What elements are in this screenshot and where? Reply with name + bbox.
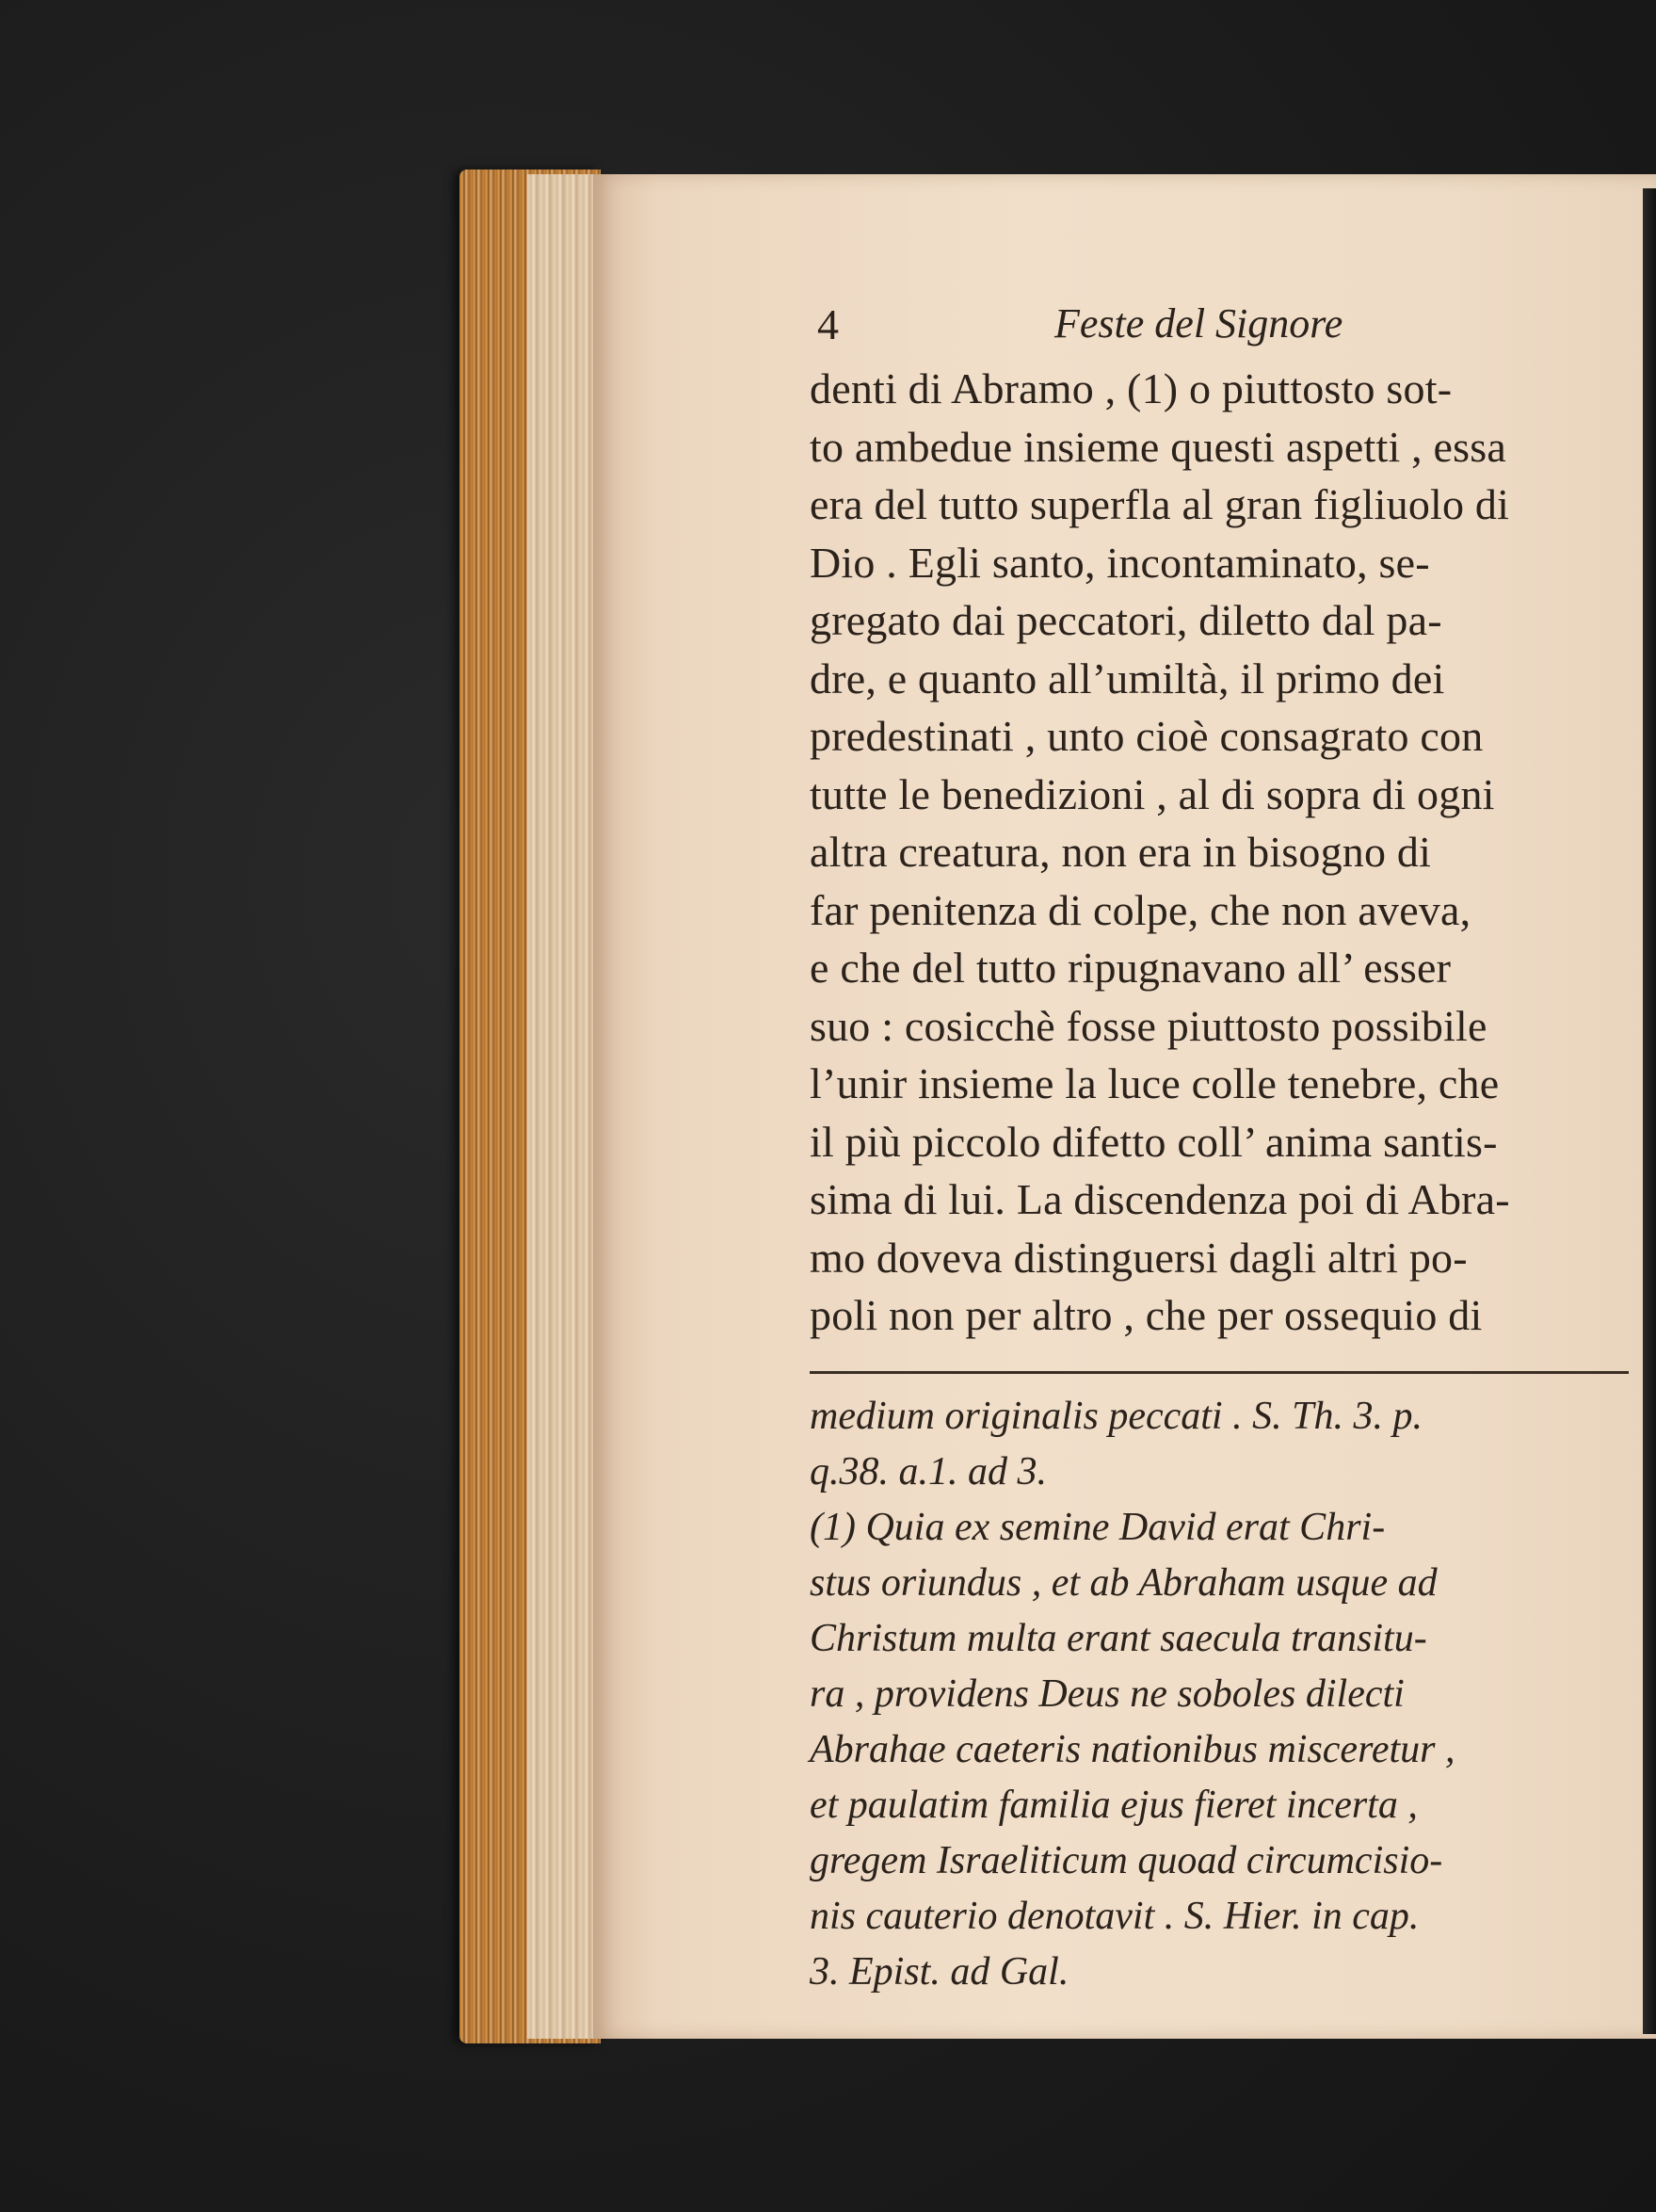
running-title: Feste del Signore <box>1054 300 1343 347</box>
running-head <box>810 299 1619 356</box>
footnote-line: stus oriundus , et ab Abraham usque ad <box>810 1560 1438 1605</box>
body-line: denti di Abramo , (1) o piuttosto sot- <box>810 364 1453 412</box>
body-line: poli non per altro , che per ossequio di <box>810 1291 1483 1339</box>
footnote-line: Christum multa erant saecula transitu- <box>810 1616 1427 1660</box>
footnote-line: 3. Epist. ad Gal. <box>810 1949 1069 1994</box>
body-line: Dio . Egli santo, incontaminato, se- <box>810 538 1430 587</box>
page-number: 4 <box>817 300 839 348</box>
page-right-shadow <box>1643 188 1656 2034</box>
footnote-line: Abrahae caeteris nationibus misceretur , <box>810 1727 1455 1771</box>
footnote-line: (1) Quia ex semine David erat Chri- <box>810 1505 1386 1549</box>
footnote-line: medium originalis peccati . S. Th. 3. p. <box>810 1394 1423 1438</box>
body-line: dre, e quanto all’umiltà, il primo dei <box>810 654 1445 702</box>
footnote-line: et paulatim familia ejus fieret incerta , <box>810 1783 1418 1827</box>
body-line: sima di lui. La discendenza poi di Abra- <box>810 1175 1510 1223</box>
stacked-pages <box>527 174 603 2039</box>
body-line: far penitenza di colpe, che non aveva, <box>810 885 1471 934</box>
page-content <box>810 299 1619 2000</box>
body-line: era del tutto superfla al gran figliuolo di <box>810 480 1510 528</box>
footnote-line: nis cauterio denotavit . S. Hier. in cap. <box>810 1894 1420 1938</box>
body-line: tutte le benedizioni , al di sopra di ogni <box>810 769 1495 818</box>
body-line: suo : cosicchè fosse piuttosto possibile <box>810 1001 1487 1050</box>
body-line: predestinati , unto cioè consagrato con <box>810 712 1484 760</box>
footnotes <box>810 1389 1619 2000</box>
body-line: il più piccolo difetto coll’ anima santis- <box>810 1117 1498 1166</box>
body-line: e che del tutto ripugnavano all’ esser <box>810 944 1452 992</box>
footnote-line: q.38. a.1. ad 3. <box>810 1449 1047 1494</box>
body-line: altra creatura, non era in bisogno di <box>810 828 1432 876</box>
body-text <box>810 360 1619 1345</box>
footnote-rule <box>810 1371 1629 1374</box>
body-line: to ambedue insieme questi aspetti , essa <box>810 422 1506 471</box>
footnote-line: ra , providens Deus ne soboles dilecti <box>810 1671 1405 1716</box>
body-line: mo doveva distinguersi dagli altri po- <box>810 1233 1468 1282</box>
body-line: gregato dai peccatori, diletto dal pa- <box>810 596 1442 644</box>
footnote-line: gregem Israeliticum quoad circumcisio- <box>810 1838 1443 1882</box>
body-line: l’unir insieme la luce colle tenebre, che <box>810 1059 1500 1107</box>
